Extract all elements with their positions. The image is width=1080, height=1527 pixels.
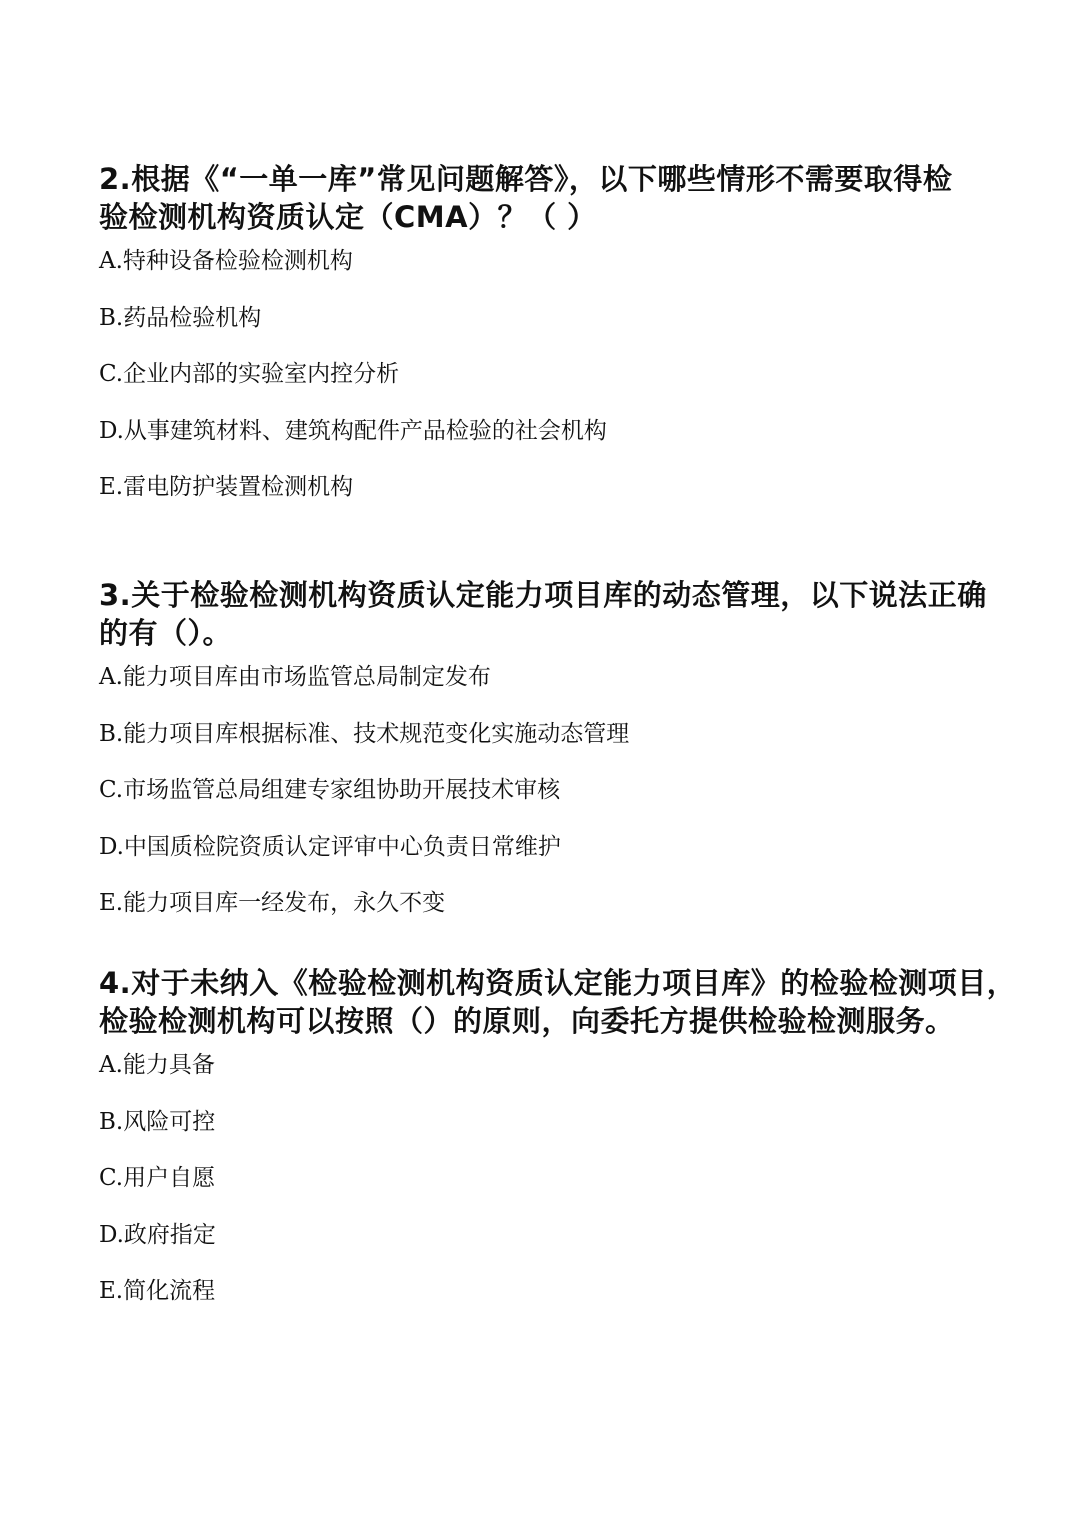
option-e: E.简化流程 bbox=[99, 1278, 216, 1304]
option-a: A.特种设备检验检测机构 bbox=[99, 248, 353, 274]
option-d: D.中国质检院资质认定评审中心负责日常维护 bbox=[99, 833, 561, 860]
question-4 bbox=[99, 964, 1017, 1333]
option-b: B.风险可控 bbox=[99, 1108, 216, 1135]
question-title bbox=[99, 576, 989, 652]
option-c: C.市场监管总局组建专家组协助开展技术审核 bbox=[99, 777, 561, 803]
option-c: C.企业内部的实验室内控分析 bbox=[99, 361, 400, 387]
option-b: B.能力项目库根据标准、技术规范变化实施动态管理 bbox=[99, 720, 630, 747]
question-title-line-1: 4.对于未纳入《检验检测机构资质认定能力项目库》的检验检测项目， bbox=[99, 966, 1017, 1000]
question-2 bbox=[99, 160, 989, 529]
option-d: D.政府指定 bbox=[99, 1221, 216, 1248]
question-3 bbox=[99, 576, 989, 945]
option-list bbox=[99, 1050, 989, 1306]
question-title bbox=[99, 160, 989, 236]
option-c: C.用户自愿 bbox=[99, 1165, 216, 1191]
option-list bbox=[99, 662, 989, 918]
option-a: A.能力项目库由市场监管总局制定发布 bbox=[99, 664, 491, 690]
question-title-line-2: 的有（）。 bbox=[99, 616, 233, 650]
question-title-line-2: 验检测机构资质认定（CMA）？（ ） bbox=[99, 200, 597, 234]
option-e: E.能力项目库一经发布，永久不变 bbox=[99, 890, 446, 916]
option-a: A.能力具备 bbox=[99, 1052, 215, 1078]
option-d: D.从事建筑材料、建筑构配件产品检验的社会机构 bbox=[99, 417, 607, 444]
question-title bbox=[99, 964, 1017, 1040]
question-title-line-1: 2.根据《“一单一库”常见问题解答》，以下哪些情形不需要取得检 bbox=[99, 162, 953, 196]
option-e: E.雷电防护装置检测机构 bbox=[99, 474, 354, 500]
question-title-line-1: 3.关于检验检测机构资质认定能力项目库的动态管理，以下说法正确 bbox=[99, 578, 987, 612]
question-title-line-2: 检验检测机构可以按照（）的原则，向委托方提供检验检测服务。 bbox=[99, 1004, 955, 1038]
option-list bbox=[99, 246, 989, 502]
option-b: B.药品检验机构 bbox=[99, 304, 262, 331]
